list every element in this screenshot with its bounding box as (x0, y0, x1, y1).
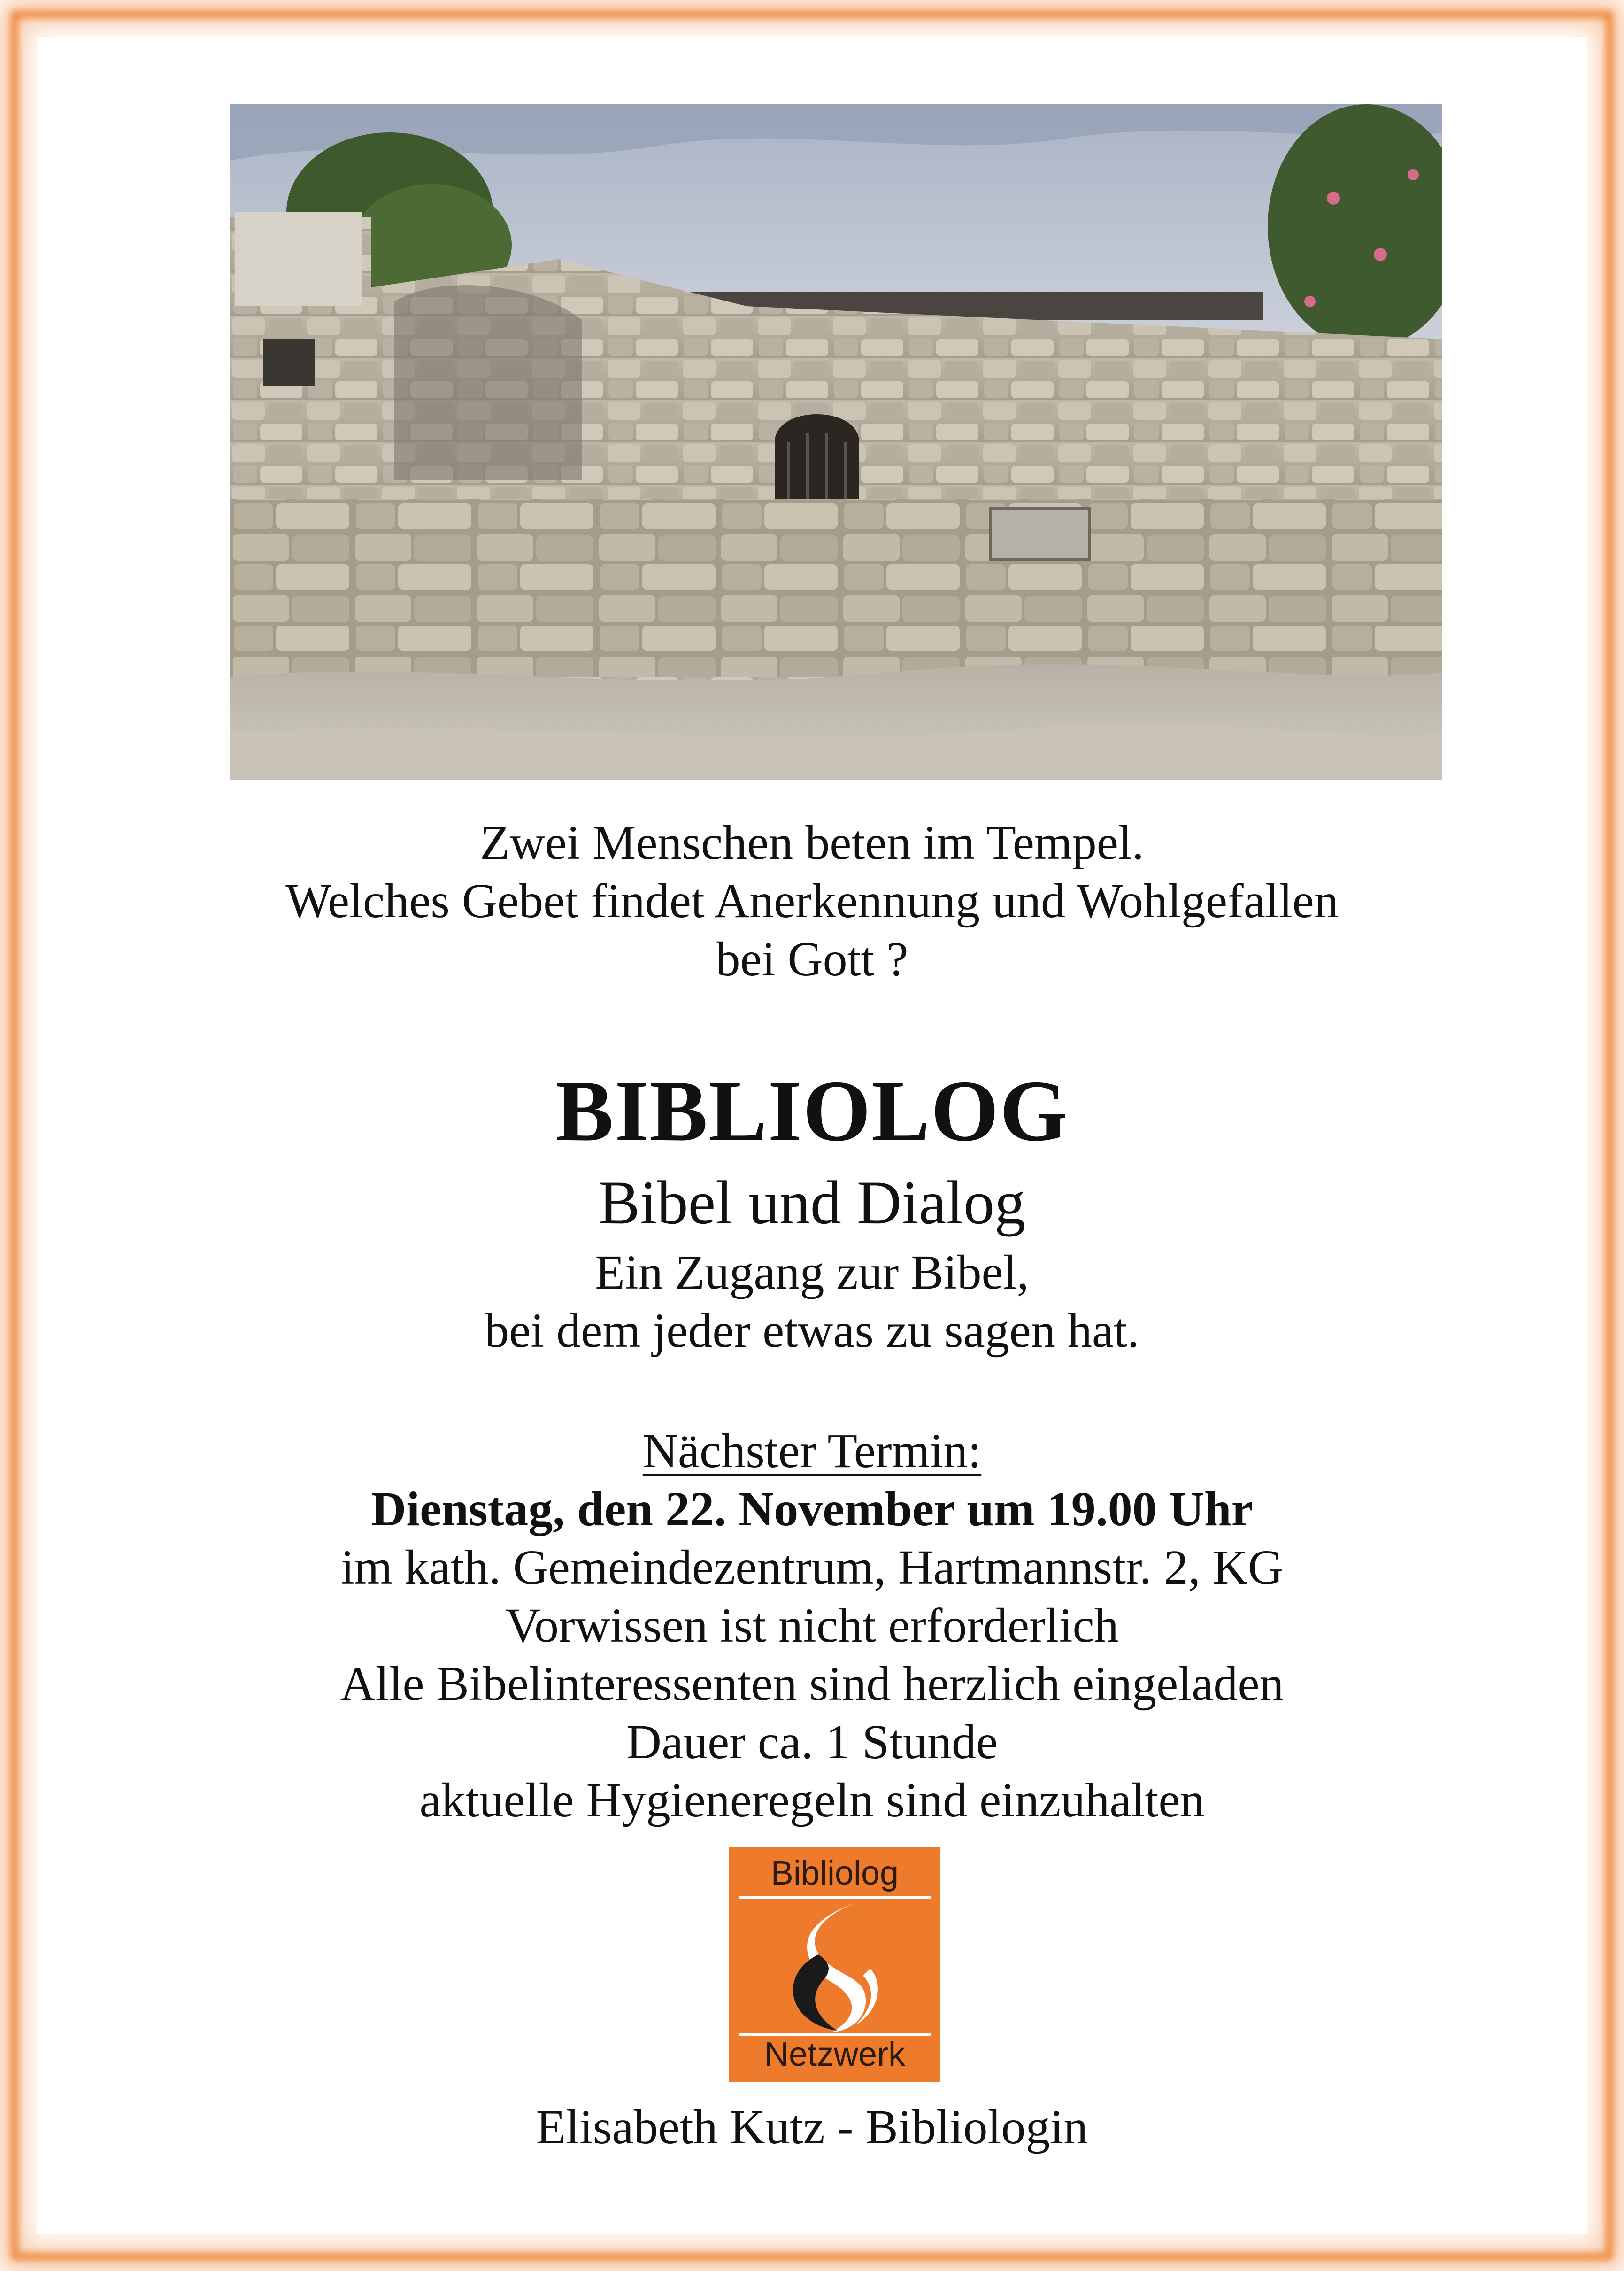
flame-s-logo-icon (762, 1898, 908, 2034)
logo-top-text: Bibliolog (770, 1854, 899, 1892)
event-duration: Dauer ca. 1 Stunde (626, 1715, 998, 1769)
event-details (37, 1422, 1587, 1830)
bibliolog-netzwerk-logo (729, 1847, 940, 2082)
description-line-2: bei dem jeder etwas zu sagen hat. (485, 1304, 1139, 1358)
intro-text (37, 814, 1587, 989)
intro-line-1: Zwei Menschen beten im Tempel. (480, 816, 1144, 870)
intro-line-3: bei Gott ? (716, 932, 908, 986)
logo-bottom-text: Netzwerk (764, 2036, 906, 2073)
stone-wall-photo (230, 104, 1442, 780)
event-date: Dienstag, den 22. November um 19.00 Uhr (371, 1482, 1253, 1536)
event-location: im kath. Gemeindezentrum, Hartmannstr. 2, KG (340, 1540, 1284, 1594)
subtitle: Bibel und Dialog (598, 1168, 1026, 1237)
author-line: Elisabeth Kutz - Bibliologin (536, 2100, 1088, 2154)
next-date-label: Nächster Termin: (642, 1424, 982, 1478)
event-note-prior-knowledge: Vorwissen ist nicht erforderlich (505, 1599, 1119, 1653)
event-note-hygiene: aktuelle Hygieneregeln sind einzuhalten (419, 1773, 1205, 1827)
description (37, 1244, 1587, 1360)
event-note-invitation: Alle Bibelinteressenten sind herzlich eingeladen (340, 1657, 1284, 1711)
description-line-1: Ein Zugang zur Bibel, (595, 1245, 1029, 1299)
page-title: BIBLIOLOG (555, 1063, 1069, 1159)
intro-line-2: Welches Gebet findet Anerkennung und Wohlgefallen (285, 874, 1339, 928)
flyer-sheet (37, 37, 1587, 2234)
